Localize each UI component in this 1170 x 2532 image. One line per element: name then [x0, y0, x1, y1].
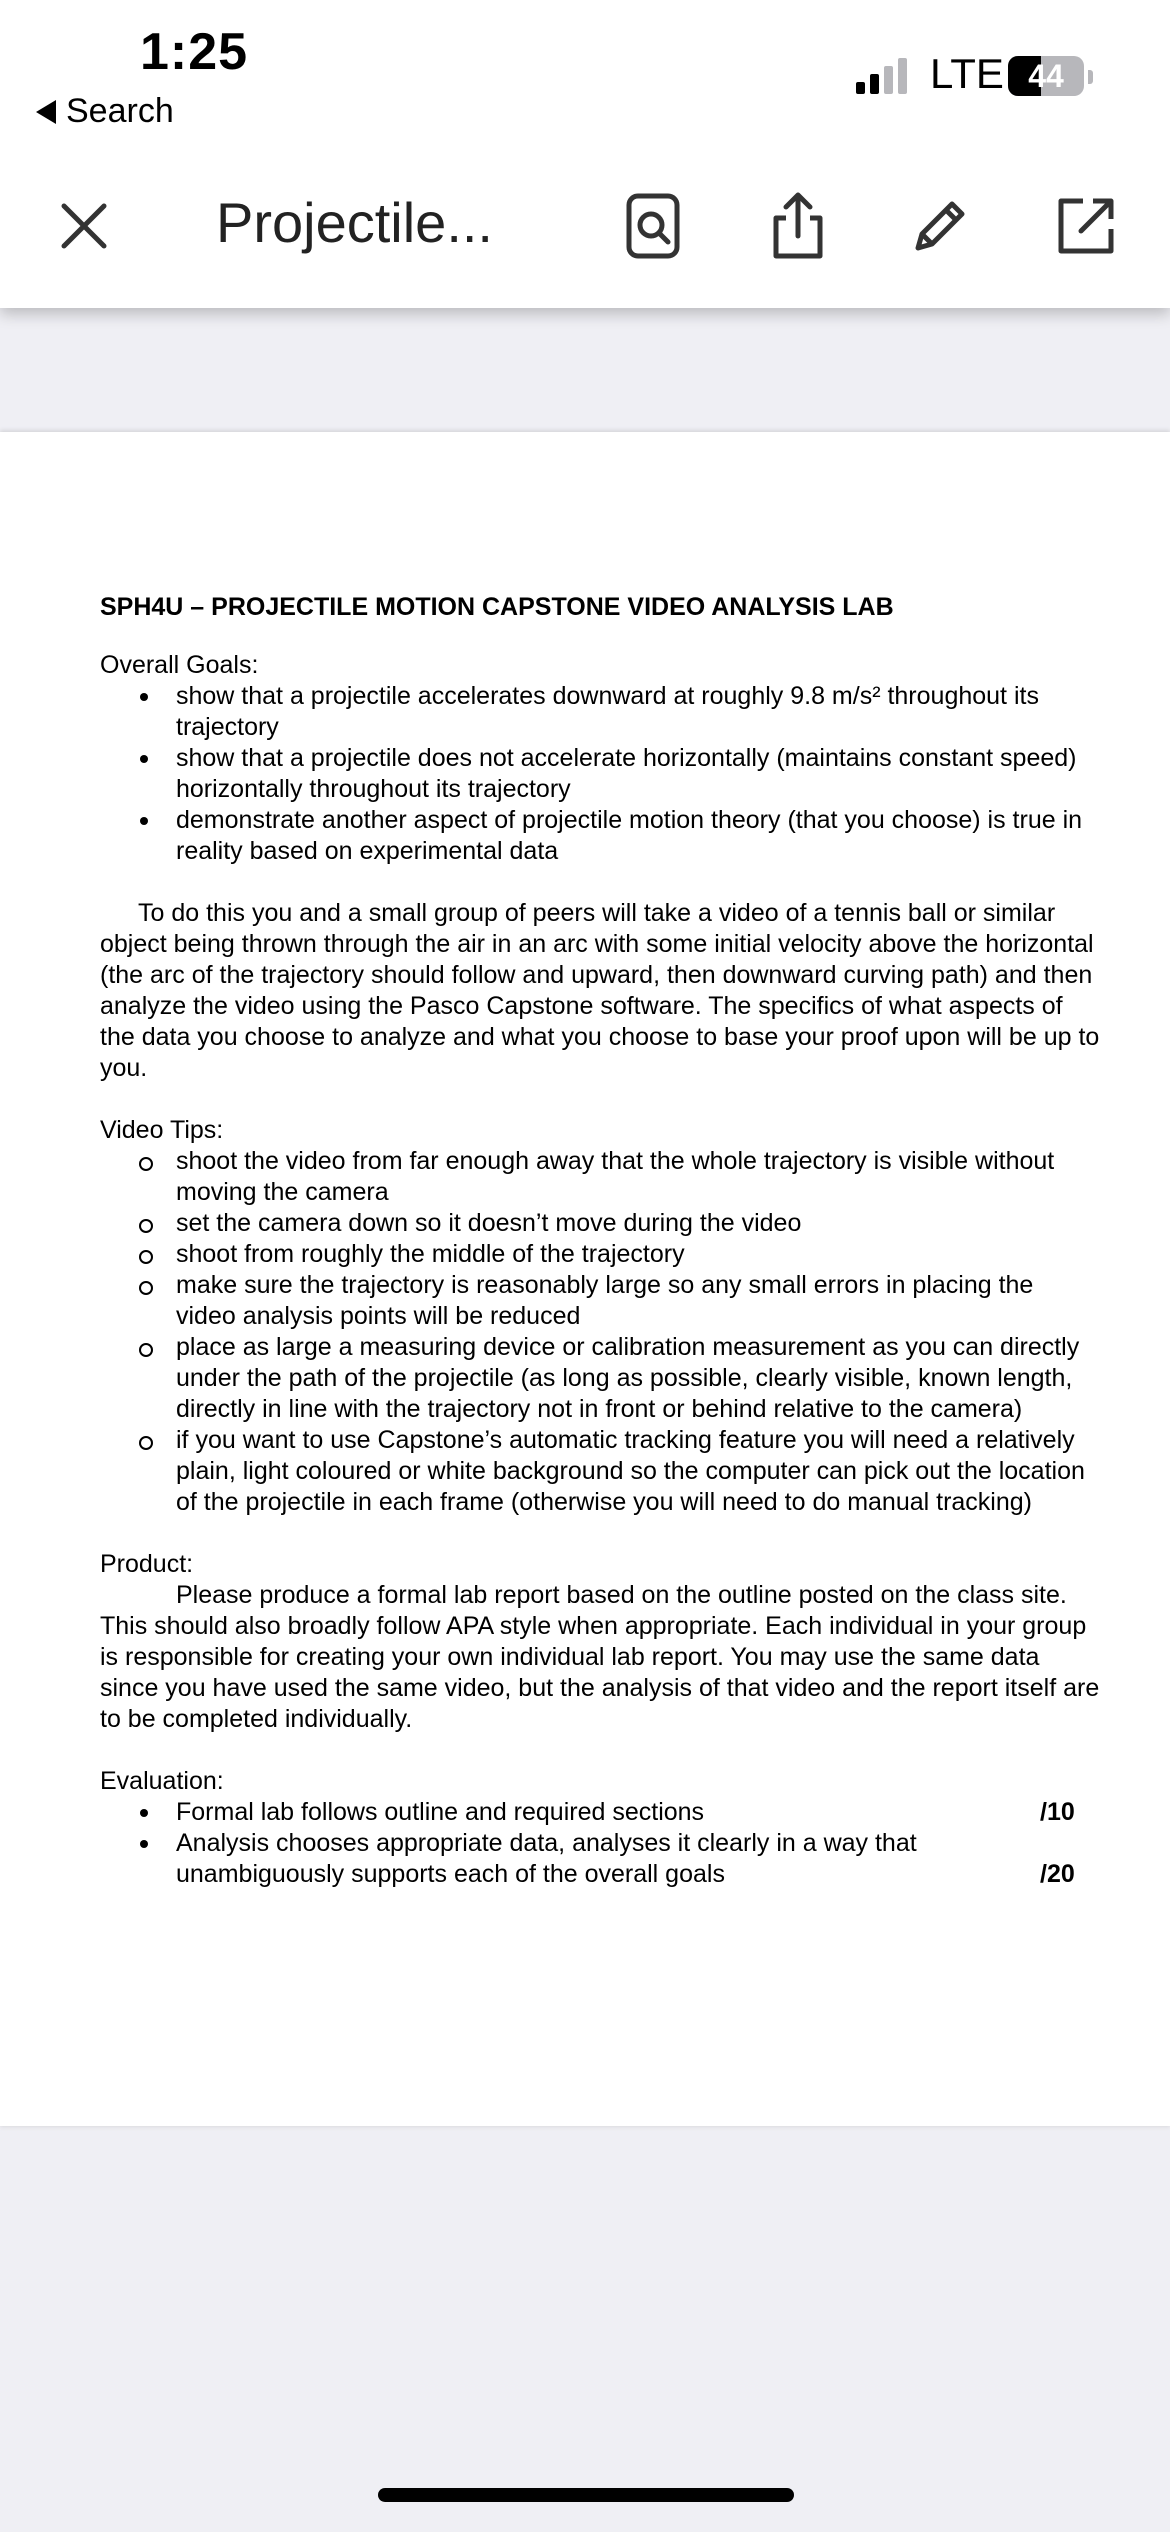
product-label: Product:	[100, 1550, 194, 1578]
document-page[interactable]	[0, 432, 1170, 2126]
tips-list	[100, 1146, 1100, 1518]
evaluation-score: /20	[1040, 1860, 1075, 1888]
battery-nub	[1088, 70, 1093, 84]
open-external-button[interactable]	[1046, 186, 1126, 266]
evaluation-label: Evaluation:	[100, 1767, 224, 1795]
back-to-search-button[interactable]	[36, 92, 174, 131]
top-bar	[0, 0, 1170, 308]
evaluation-item	[100, 1797, 1100, 1828]
goals-list	[100, 681, 1100, 867]
find-in-document-icon	[624, 192, 684, 260]
list-item: demonstrate another aspect of projectile motion theory (that you choose) is true in reality based on experimental data	[100, 805, 1100, 867]
intro-paragraph: To do this you and a small group of peers will take a video of a tennis ball or similar object being thrown through the air in an arc with some initial velocity above the horizontal (the arc of the trajectory should follow and upward, then downward curving path) and then analyze the video using the Pasco Capstone software. The specifics of what aspects of the data you choose to analyze and what you choose to base your proof upon will be up to you.	[100, 899, 1100, 1082]
back-label: Search	[66, 92, 174, 130]
edit-button[interactable]	[900, 186, 980, 266]
evaluation-list	[100, 1797, 1100, 1890]
close-button[interactable]	[44, 186, 124, 266]
list-item: make sure the trajectory is reasonably large so any small errors in placing the video analysis points will be reduced	[100, 1270, 1100, 1332]
tips-label: Video Tips:	[100, 1116, 224, 1144]
status-time: 1:25	[140, 23, 249, 81]
share-button[interactable]	[758, 186, 838, 266]
cellular-signal-icon	[856, 58, 907, 94]
list-item: shoot the video from far enough away that the whole trajectory is visible without moving the camera	[100, 1146, 1100, 1208]
product-paragraph: Please produce a formal lab report based on the outline posted on the class site. This should also broadly follow APA style when appropriate. Each individual in your group is responsible for creating your own individual lab report. You may use the same data since you have used the same video, but the analysis of that video and the report itself are to be completed individually.	[100, 1581, 1100, 1733]
document-title: Projectile...	[216, 191, 493, 254]
share-icon	[768, 190, 828, 262]
battery-icon	[1008, 56, 1084, 96]
home-indicator[interactable]	[378, 2488, 794, 2502]
list-item: show that a projectile accelerates downward at roughly 9.8 m/s² throughout its trajectory	[100, 681, 1100, 743]
network-type: LTE	[930, 50, 1004, 97]
document-heading: SPH4U – PROJECTILE MOTION CAPSTONE VIDEO ANALYSIS LAB	[100, 593, 894, 621]
document-content	[100, 592, 1100, 1890]
list-item: if you want to use Capstone’s automatic tracking feature you will need a relatively plain, light coloured or white background so the computer can pick out the location of the projectile in each frame (otherwise you will need to do manual tracking)	[100, 1425, 1100, 1518]
evaluation-score: /10	[1040, 1798, 1075, 1826]
list-item: show that a projectile does not accelerate horizontally (maintains constant speed) horizontally throughout its trajectory	[100, 743, 1100, 805]
edit-pencil-icon	[908, 194, 972, 258]
battery-level: 44	[1028, 57, 1064, 94]
evaluation-item	[100, 1828, 1100, 1890]
open-external-icon	[1055, 195, 1117, 257]
list-item: place as large a measuring device or calibration measurement as you can directly under the path of the projectile (as long as possible, clearly visible, known length, directly in line with the trajectory not in front or behind relative to the camera)	[100, 1332, 1100, 1425]
list-item: set the camera down so it doesn’t move during the video	[100, 1208, 1100, 1239]
evaluation-text: Analysis chooses appropriate data, analyses it clearly in a way that unambiguously supports each of the overall goals	[176, 1829, 917, 1888]
evaluation-text: Formal lab follows outline and required sections	[176, 1798, 705, 1826]
close-icon	[58, 200, 110, 252]
find-in-document-button[interactable]	[614, 186, 694, 266]
list-item: shoot from roughly the middle of the trajectory	[100, 1239, 1100, 1270]
goals-label: Overall Goals:	[100, 651, 259, 679]
back-arrow-icon	[36, 100, 56, 124]
